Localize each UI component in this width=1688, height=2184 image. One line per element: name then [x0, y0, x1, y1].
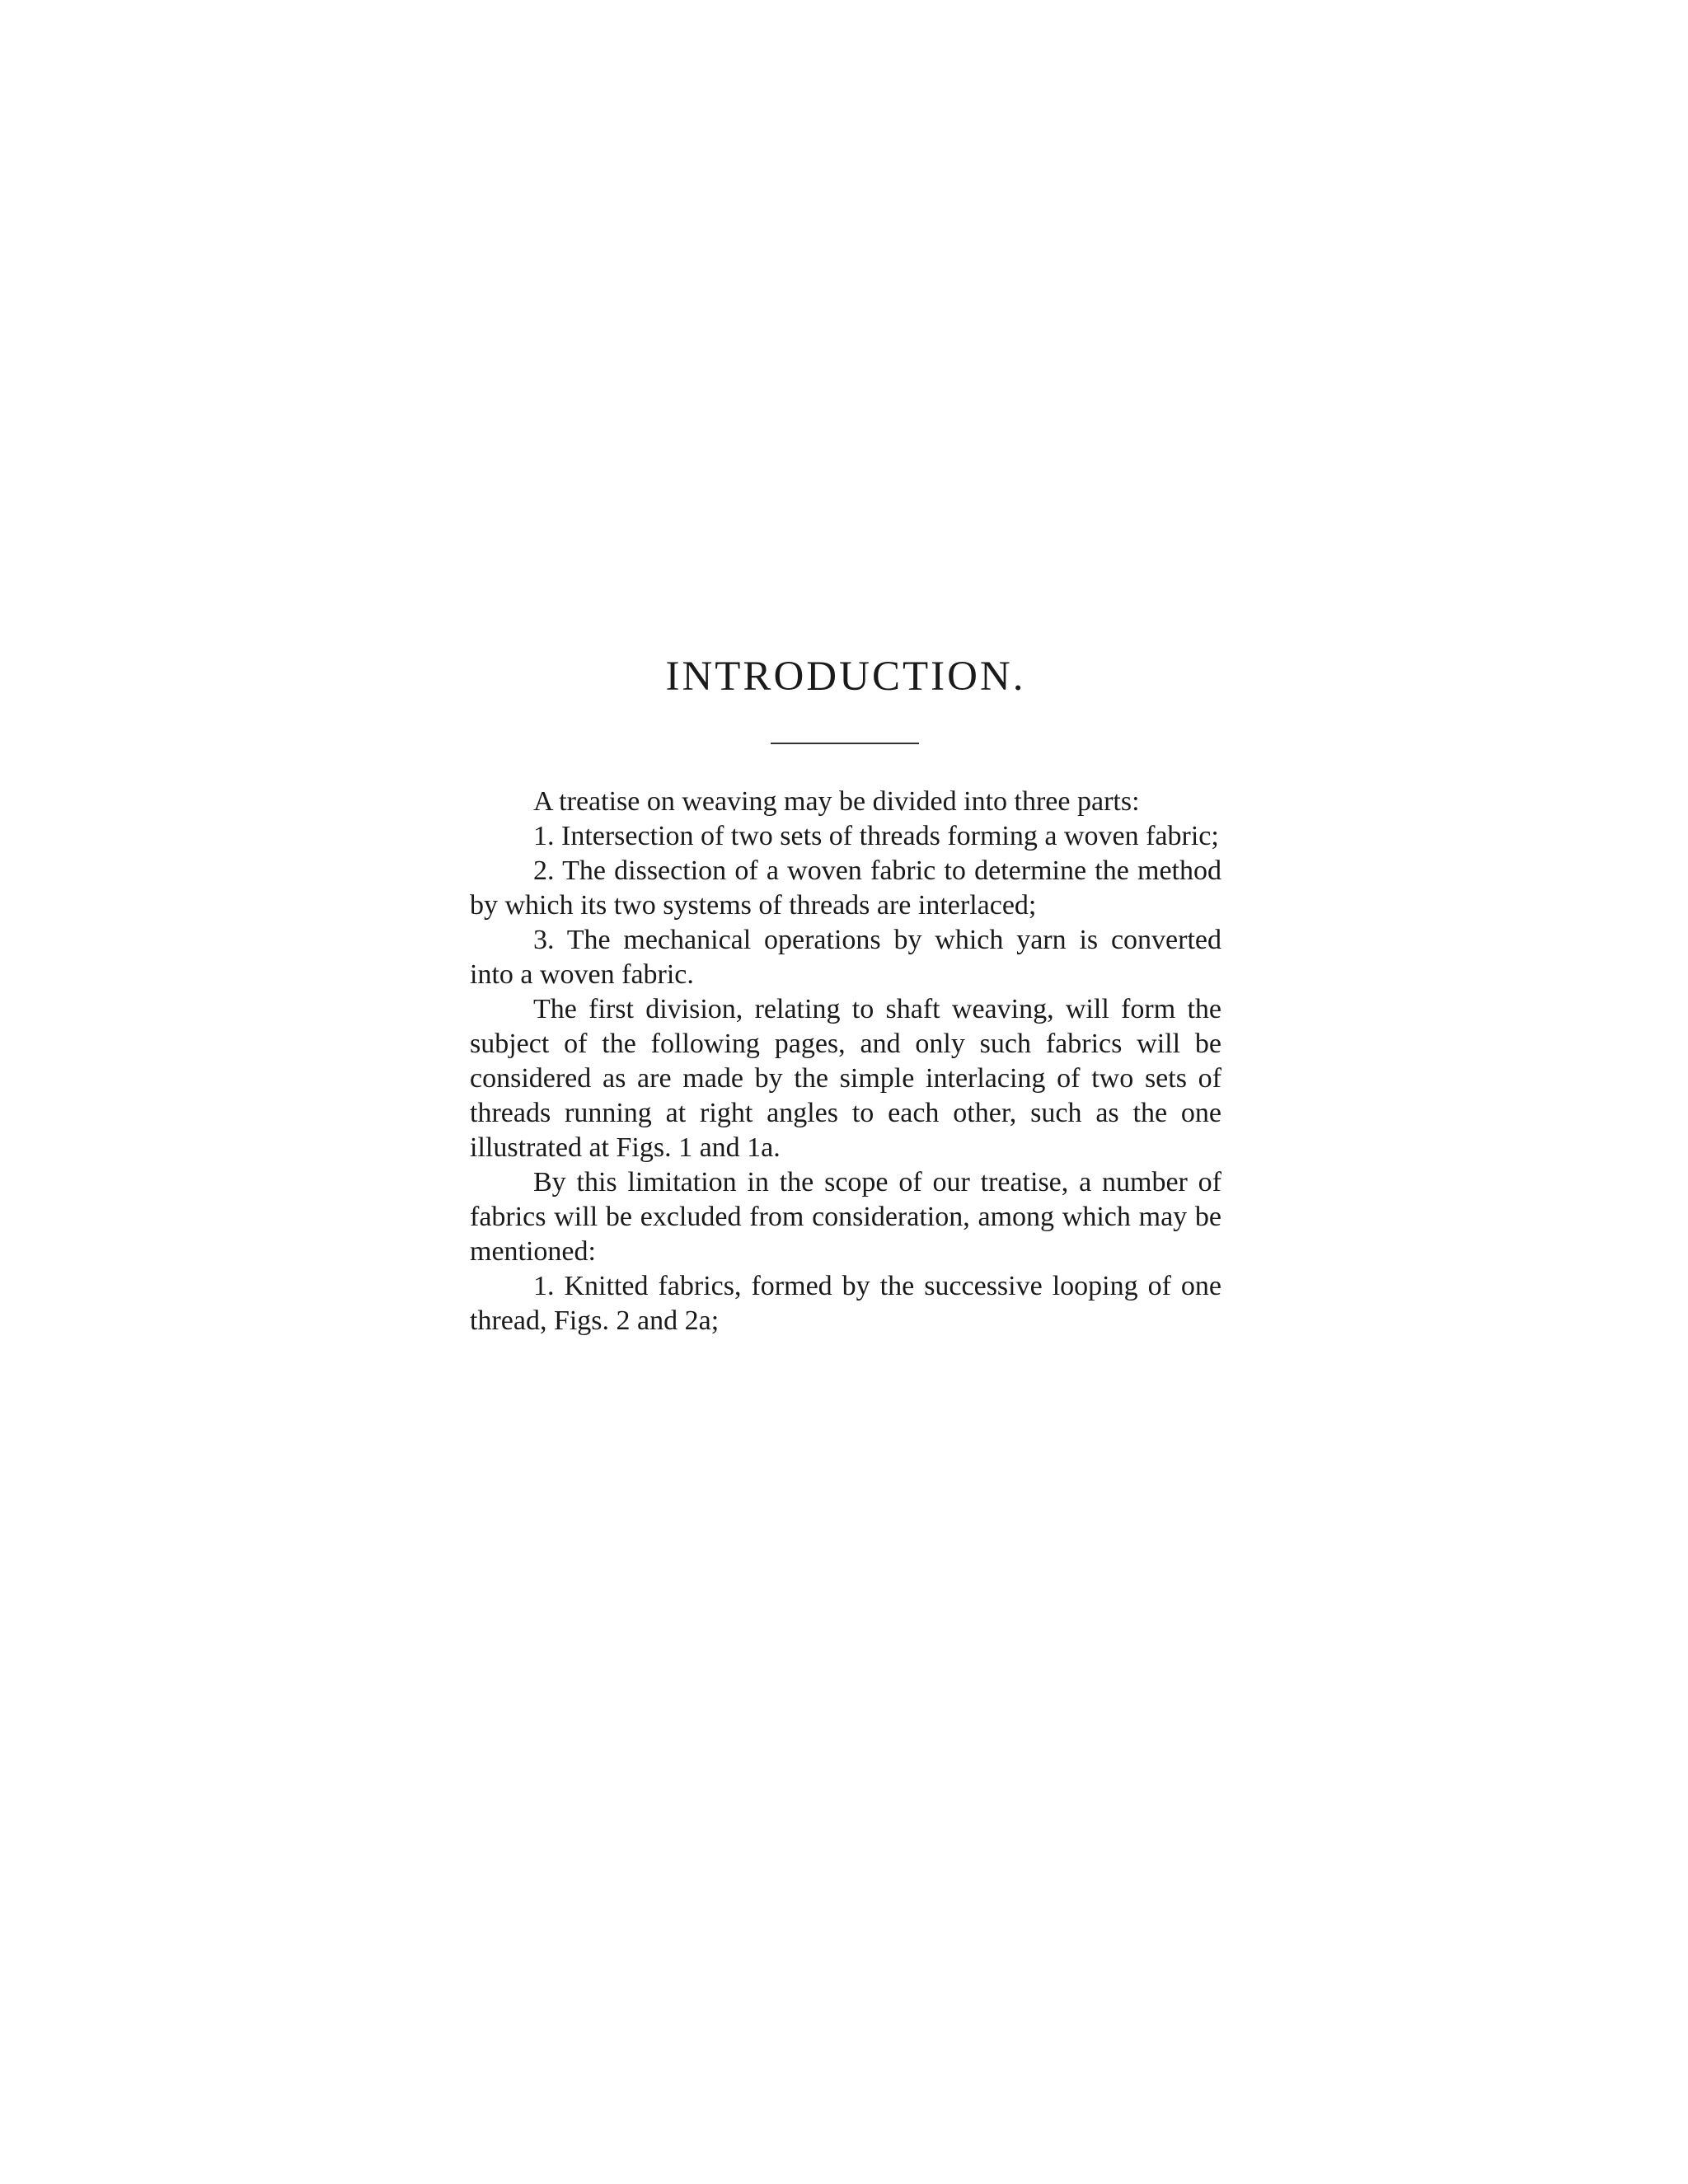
list-item-2: 2. The dissection of a woven fabric to determine the method by which its two systems of threads are interlaced; — [470, 855, 1221, 921]
body-text — [470, 785, 1221, 1338]
paragraph-intro: A treatise on weaving may be divided into three parts: — [533, 786, 1140, 817]
list-item-1: 1. Intersection of two sets of threads forming a woven fabric; — [533, 821, 1219, 851]
paragraph-limitation: By this limitation in the scope of our treatise, a number of fabrics will be excluded from consideration, among which may be mentioned: — [470, 1167, 1221, 1267]
page-title: INTRODUCTION. — [665, 654, 1026, 700]
list-item-3: 3. The mechanical operations by which yarn is converted into a woven fabric. — [470, 925, 1221, 990]
paragraph-first-division: The first division, relating to shaft weaving, will form the subject of the following pages, and only such fabrics will be considered as are made by the simple interlacing of two sets of threads running at right angles to each other, such as the one illustrated at Figs. 1 and 1a. — [470, 994, 1221, 1163]
title-divider — [771, 743, 919, 744]
list-item-knitted: 1. Knitted fabrics, formed by the successive looping of one thread, Figs. 2 and 2a; — [470, 1271, 1221, 1336]
